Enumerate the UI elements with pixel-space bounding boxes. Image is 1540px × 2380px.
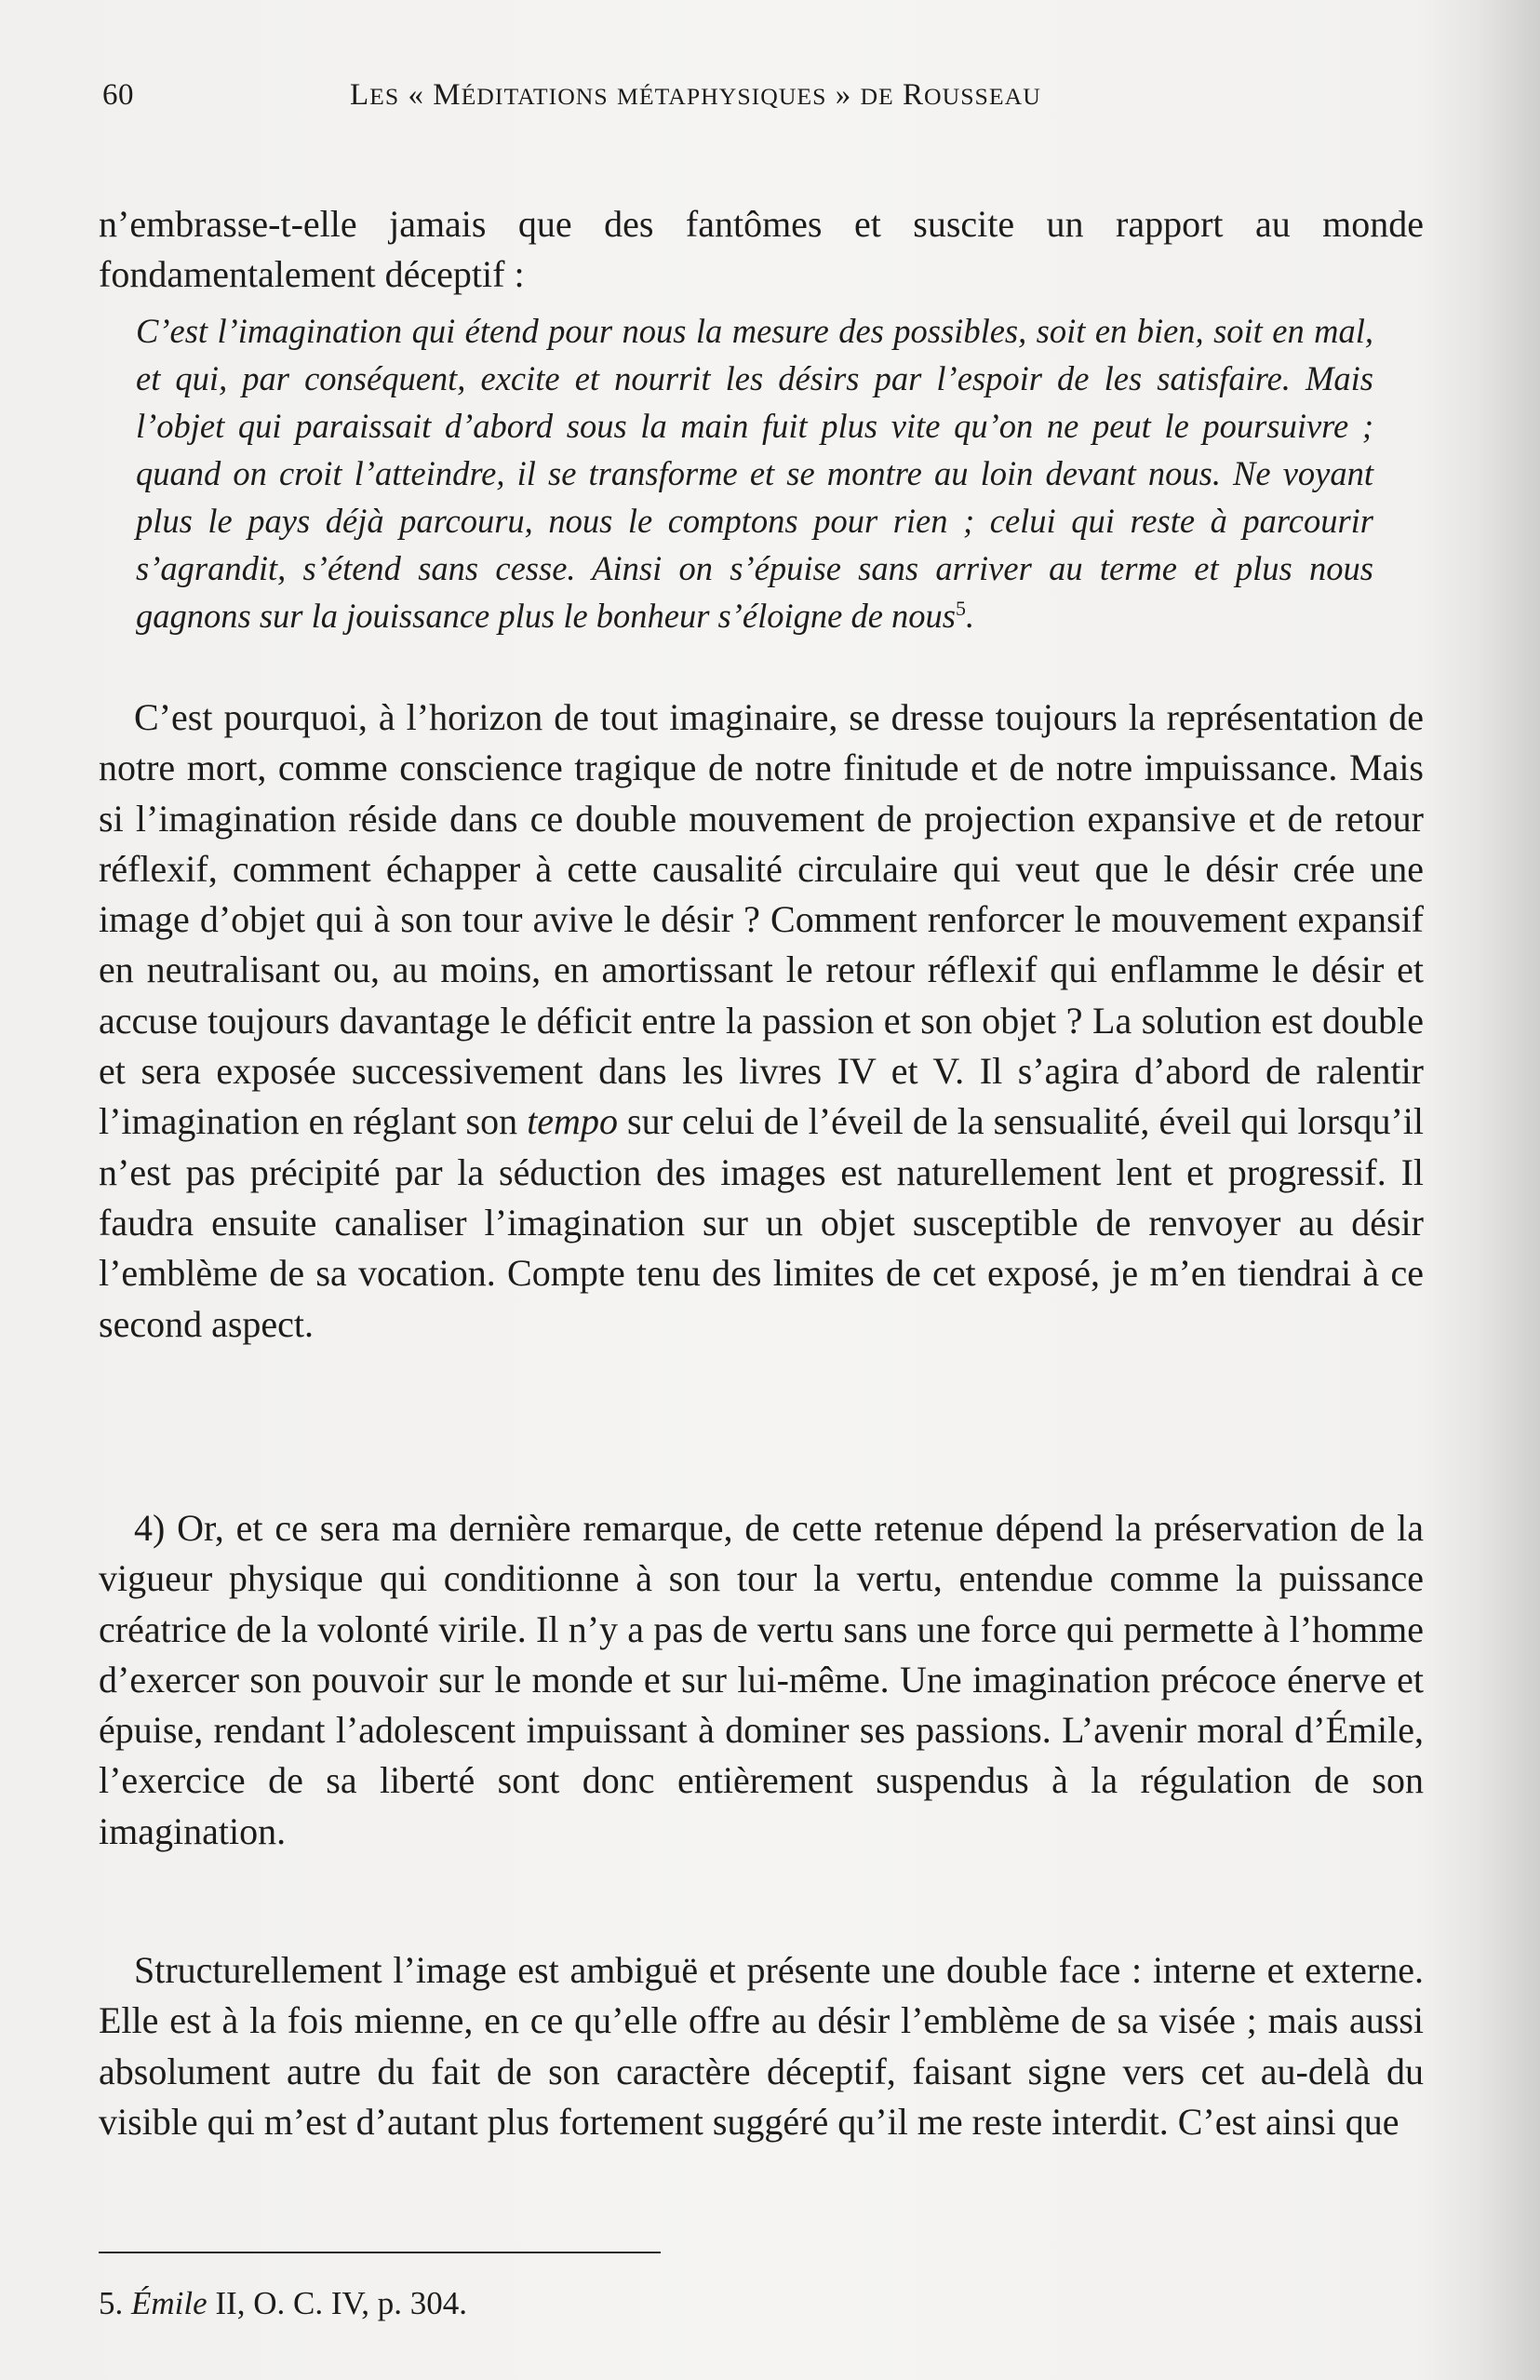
- footnote-ref: II, O. C. IV, p. 304.: [215, 2285, 467, 2321]
- paragraph-text: 4) Or, et ce sera ma dernière remarque, de cette retenue dépend la préservation de la vigueur physique qui conditionne à son tour la vertu, entendue comme la puissance créatrice de la volonté virile. Il n’y a pas de vertu sans une force qui permette à l’homme d’exercer son pouvoir sur le monde et sur lui-même. Une imagination précoce énerve et épuise, rendant l’adolescent impuissant à dominer ses passions. L’avenir moral d’Émile, l’exercice de sa liberté sont donc entièrement suspendus à la régulation de son imagination.: [99, 1507, 1424, 1852]
- footnote: [99, 2285, 467, 2322]
- footnote-separator: [99, 2252, 661, 2253]
- quote-end: .: [965, 597, 975, 635]
- running-title: [350, 78, 1041, 113]
- italic-term: tempo: [527, 1100, 618, 1143]
- paragraph-text-b: sur celui de l’éveil de la sensualité, éveil qui lorsqu’il n’est pas précipité par la séduction des images est naturellement lent et progressif. Il faudra ensuite canaliser l’imagination sur un objet susceptible de renvoyer au désir l’emblème de sa vocation. Compte tenu des limites de cet exposé, je m’en tiendrai à ce second aspect.: [99, 1100, 1424, 1345]
- footnote-number: 5.: [99, 2285, 124, 2321]
- footnote-work: Émile: [131, 2285, 208, 2321]
- body-paragraph-2: [99, 1503, 1424, 1857]
- paragraph-text: [99, 692, 1424, 1350]
- quote-text: [136, 307, 1373, 639]
- intro-text: n’embrasse-t-elle jamais que des fantômes et suscite un rapport au monde fondamentalement déceptif :: [99, 203, 1424, 296]
- block-quote: [136, 307, 1373, 639]
- body-paragraph-3: [99, 1945, 1424, 2147]
- body-paragraph-1: [99, 692, 1424, 1350]
- paragraph-text-a: C’est pourquoi, à l’horizon de tout imaginaire, se dresse toujours la représentation de notre mort, comme conscience tragique de notre finitude et de notre impuissance. Mais si l’imagination réside dans ce double mouvement de projection expansive et de retour réflexif, comment échapper à cette causalité circulaire qui veut que le désir crée une image d’objet qui à son tour avive le désir ? Comment renforcer le mouvement expansif en neutralisant ou, au moins, en amortissant le retour réflexif qui enflamme le désir et accuse toujours davantage le déficit entre la passion et son objet ? La solution est double et sera exposée successivement dans les livres IV et V. Il s’agira d’abord de ralentir l’imagination en réglant son: [99, 696, 1424, 1143]
- intro-paragraph: [99, 199, 1424, 301]
- page-number: 60: [102, 78, 134, 112]
- quote-body: C’est l’imagination qui étend pour nous la mesure des possibles, soit en bien, soit en mal, et qui, par conséquent, excite et nourrit les désirs par l’espoir de les satisfaire. Mais l’objet qui paraissait d’abord sous la main fuit plus vite qu’on ne peut le poursuivre ; quand on croit l’atteindre, il se transforme et se montre au loin devant nous. Ne voyant plus le pays déjà parcouru, nous le comptons pour rien ; celui qui reste à parcourir s’agrandit, s’étend sans cesse. Ainsi on s’épuise sans arriver au terme et plus nous gagnons sur la jouissance plus le bonheur s’éloigne de nous: [136, 312, 1373, 635]
- footnote-reference: 5: [956, 596, 966, 620]
- paragraph-text: Structurellement l’image est ambiguë et présente une double face : interne et externe. Elle est à la fois mienne, en ce qu’elle offre au désir l’emblème de sa visée ; mais aussi absolument autre du fait de son caractère déceptif, faisant signe vers cet au-delà du visible qui m’est d’autant plus fortement suggéré qu’il me reste interdit. C’est ainsi que: [99, 1949, 1424, 2143]
- running-title-text: LES « MÉDITATIONS MÉTAPHYSIQUES » DE ROUSSEAU: [350, 78, 1041, 112]
